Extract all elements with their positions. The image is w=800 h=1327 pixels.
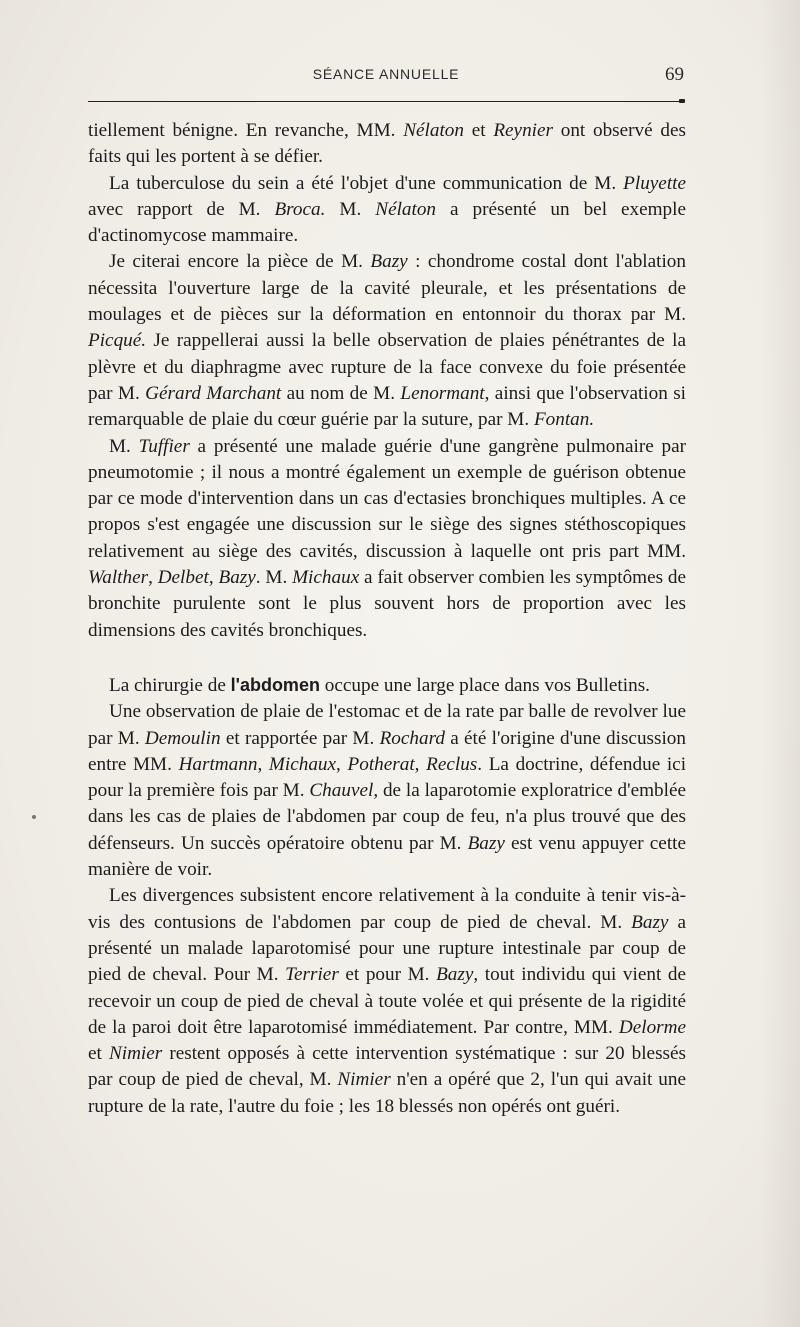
text-run: ont observé des faits qui les portent à se défier.: [88, 120, 686, 168]
paragraph: [88, 249, 686, 433]
text-run: a présenté un malade laparotomisé pour une rupture intestinale par coup de pied de cheval. Pour M.: [88, 911, 686, 986]
italic-name: Reclus: [426, 753, 478, 775]
italic-name: Nimier: [337, 1069, 391, 1091]
text-run: tiellement bénigne. En revanche, MM.: [88, 120, 404, 141]
emphasized-term: l'abdomen: [230, 674, 320, 695]
text-run: La tuberculose du sein a été l'objet d'une communication de M.: [109, 172, 624, 194]
italic-name: Nélaton: [375, 198, 437, 220]
text-run: a fait observer combien les symptômes de bronchite purulente sont le plus souvent hors de proportion avec les dimensions des cavités bronchiques.: [88, 567, 687, 641]
italic-name: Picqué.: [88, 330, 147, 352]
paragraph: [88, 434, 686, 644]
text-run: , de la laparotomie exploratrice d'emblée dans les cas de plaies de l'abdomen par coup de feu, n'a plus trouvé que des défenseurs. Un succès opératoire obtenu par M.: [88, 780, 686, 854]
page-number: 69: [665, 64, 684, 85]
text-run: au nom de M.: [281, 382, 401, 404]
text-run: M.: [109, 435, 139, 457]
margin-speck: [32, 815, 36, 819]
italic-name: Pluyette: [623, 172, 686, 194]
text-run: ,: [148, 567, 158, 589]
text-run: ,: [257, 753, 269, 775]
italic-name: Bazy: [370, 251, 408, 273]
italic-name: Rochard: [379, 727, 445, 749]
text-run: a été l'origine d'une discussion entre MM.: [88, 727, 686, 775]
page-edge-shadow: [760, 0, 800, 1327]
text-run: a présenté une malade guérie d'une gangrène pulmonaire par pneumotomie ; il nous a montré également un exemple de guérison obtenue par ce mode d'intervention dans un cas d'ectasies bronchiques multiples. A ce propos s'est engagée une discussion sur le siège des signes stéthoscopiques relativement au siège des cavités, discussion à laquelle ont pris part MM.: [88, 435, 686, 562]
italic-name: Gérard Marchant: [145, 382, 282, 404]
italic-name: Reynier: [493, 120, 553, 141]
paragraph: [88, 883, 686, 1120]
italic-name: Terrier: [285, 964, 339, 986]
paragraph: [88, 171, 686, 250]
text-run: : chondrome costal dont l'ablation nécessita l'ouverture large de la cavité pleurale, et les présentations de moulages et de pièces sur la déformation en entonnoir du thorax par M.: [88, 251, 686, 326]
text-run: a présenté un bel exemple d'actinomycose mammaire.: [88, 198, 686, 247]
text-run: avec rapport de M.: [88, 198, 275, 220]
text-run: Les divergences subsistent encore relativement à la conduite à tenir vis-à-vis des contusions de l'abdomen par coup de pied de cheval. M.: [88, 885, 686, 933]
italic-name: Bazy: [218, 567, 256, 589]
italic-name: Hartmann: [178, 753, 258, 775]
italic-name: Fontan.: [533, 409, 595, 431]
text-run: La chirurgie de: [109, 674, 231, 696]
italic-name: Demoulin: [144, 727, 221, 749]
text-run: , ainsi que l'observation si remarquable de plaie du cœur guérie par la suture, par M.: [88, 382, 687, 431]
italic-name: Nimier: [108, 1043, 163, 1065]
italic-name: Bazy: [467, 832, 505, 854]
paragraph: [88, 118, 686, 171]
text-run: M.: [325, 198, 376, 220]
text-run: et rapportée par M.: [220, 727, 380, 749]
italic-name: Chauvel: [309, 780, 374, 802]
text-run: et: [88, 1043, 109, 1065]
italic-name: Delbet: [157, 567, 209, 589]
text-run: est venu appuyer cette manière de voir.: [88, 832, 686, 881]
text-run: occupe une large place dans vos Bulletins.: [319, 674, 650, 696]
italic-name: Bazy: [436, 964, 474, 986]
running-title: SÉANCE ANNUELLE: [312, 66, 460, 82]
text-run: ,: [208, 567, 219, 589]
italic-name: Lenormant: [400, 382, 485, 404]
text-run: , tout individu qui vient de recevoir un coup de pied de cheval à toute volée et qui présente de la rigidité de la paroi doit être laparotomisé immédiatement. Par contre, MM.: [88, 964, 686, 1038]
text-run: et: [463, 120, 494, 141]
text-run: Je citerai encore la pièce de M.: [109, 251, 371, 273]
paragraph-section-start: [88, 672, 686, 699]
italic-name: Broca.: [274, 198, 326, 220]
text-run: Je rappellerai aussi la belle observation de plaies pénétrantes de la plèvre et du diaphragme avec rupture de la face convexe du foie présentée par M.: [88, 330, 686, 404]
text-run: ,: [414, 753, 427, 775]
text-run: ,: [336, 753, 348, 775]
italic-name: Bazy: [631, 911, 669, 933]
header-rule: [88, 101, 684, 102]
text-run: restent opposés à cette intervention systématique : sur 20 blessés par coup de pied de cheval, M.: [88, 1043, 686, 1091]
italic-name: Walther: [88, 567, 149, 589]
text-run: . La doctrine, défendue ici pour la première fois par M.: [88, 753, 687, 802]
text-run: Une observation de plaie de l'estomac et de la rate par balle de revolver lue par M.: [88, 701, 686, 749]
italic-name: Tuffier: [138, 435, 190, 457]
text-run: . M.: [255, 567, 293, 589]
italic-name: Michaux: [292, 567, 360, 589]
text-run: n'en a opéré que 2, l'un qui avait une rupture de la rate, l'autre du foie ; les 18 blessés non opérés ont guéri.: [88, 1069, 686, 1117]
italic-name: Delorme: [618, 1016, 686, 1038]
text-run: et pour M.: [338, 964, 437, 986]
page-header: [88, 66, 684, 92]
body-text: [88, 118, 686, 1120]
italic-name: Michaux: [268, 753, 337, 775]
italic-name: Nélaton: [403, 120, 464, 141]
italic-name: Potherat: [347, 753, 415, 775]
paragraph: [88, 699, 686, 883]
